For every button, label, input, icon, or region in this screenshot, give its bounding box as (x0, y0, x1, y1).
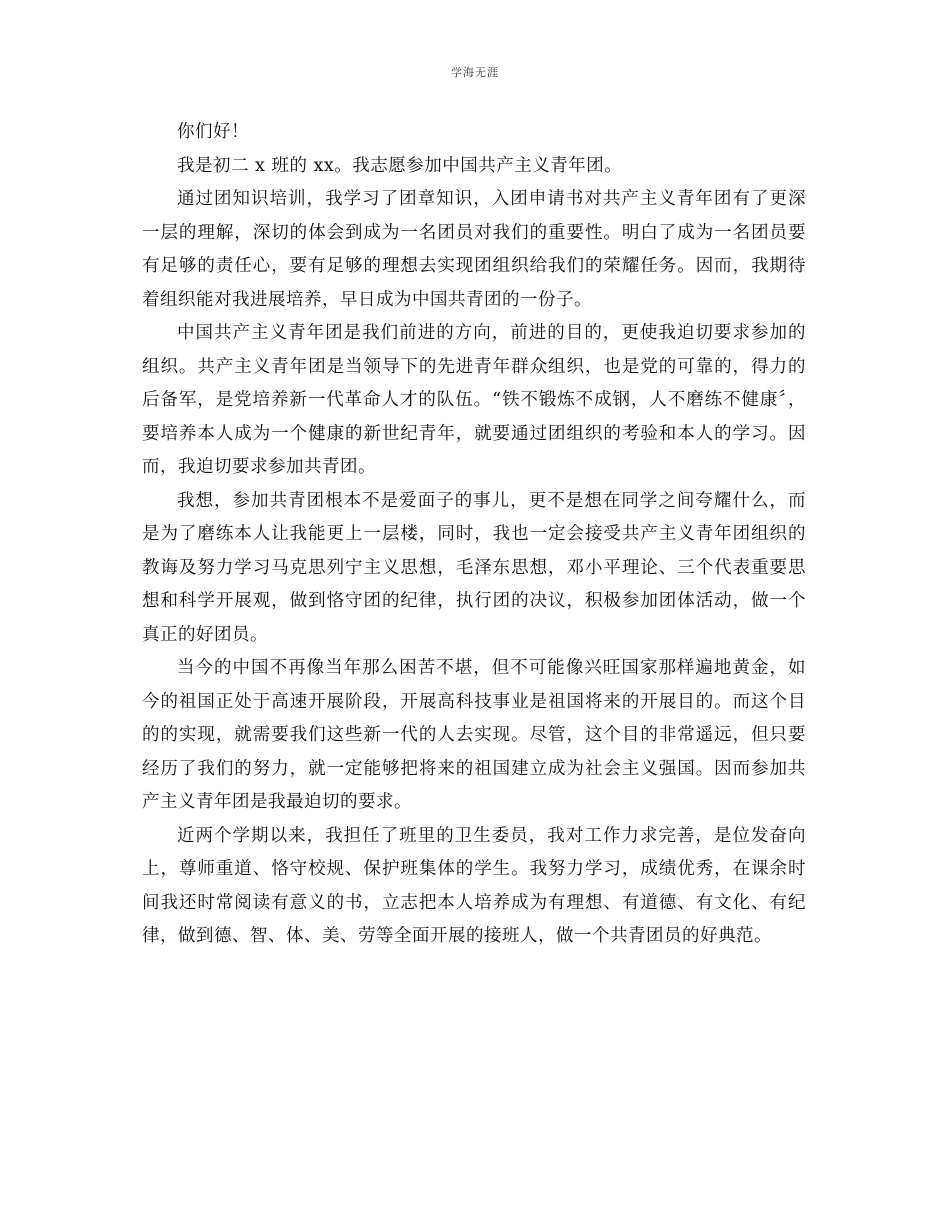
paragraph: 近两个学期以来，我担任了班里的卫生委员，我对工作力求完善，是位发奋向上，尊师重道、恪守校规、保护班集体的学生。我努力学习，成绩优秀，在课余时间我还时常阅读有意义的书，立志把本人培养成为有理想、有道德、有文化、有纪律，做到德、智、体、美、劳等全面开展的接班人，做一个共青团员的好典范。 (142, 825, 806, 946)
page-header: 学海无涯 (451, 66, 499, 79)
paragraph: 中国共产主义青年团是我们前进的方向，前进的目的，更使我迫切要求参加的组织。共产主义青年团是当领导下的先进青年群众组织，也是党的可靠的，得力的后备军，是党培养新一代革命人才的队伍。“铁不锻炼不成钢，人不磨练不健康〞，要培养本人成为一个健康的新世纪青年，就要通过团组织的考验和本人的学习。因而，我迫切要求参加共青团。 (142, 323, 806, 477)
paragraph: 我想，参加共青团根本不是爱面子的事儿，更不是想在同学之间夸耀什么，而是为了磨练本人让我能更上一层楼，同时，我也一定会接受共产主义青年团组织的教诲及努力学习马克思列宁主义思想，毛泽东思想，邓小平理论、三个代表重要思想和科学开展观，做到恪守团的纪律，执行团的决议，积极参加团体活动，做一个真正的好团员。 (142, 490, 806, 645)
paragraph-intro: 我是初二 x 班的 xx。我志愿参加中国共产主义青年团。 (177, 155, 623, 176)
paragraph: 当今的中国不再像当年那么困苦不堪，但不可能像兴旺国家那样遍地黄金，如今的祖国正处于高速开展阶段，开展高科技事业是祖国将来的开展目的。而这个目的的实现，就需要我们这些新一代的人去实现。尽管，这个目的非常遥远，但只要经历了我们的努力，就一定能够把将来的祖国建立成为社会主义强国。因而参加共产主义青年团是我最迫切的要求。 (142, 658, 806, 812)
document-body (142, 116, 806, 954)
paragraph-greeting: 你们好！ (177, 122, 249, 142)
paragraph: 通过团知识培训，我学习了团章知识，入团申请书对共产主义青年团有了更深一层的理解，深切的体会到成为一名团员对我们的重要性。明白了成为一名团员要有足够的责任心，要有足够的理想去实现团组织给我们的荣耀任务。因而，我期待着组织能对我进展培养，早日成为中国共青团的一份子。 (142, 189, 806, 310)
